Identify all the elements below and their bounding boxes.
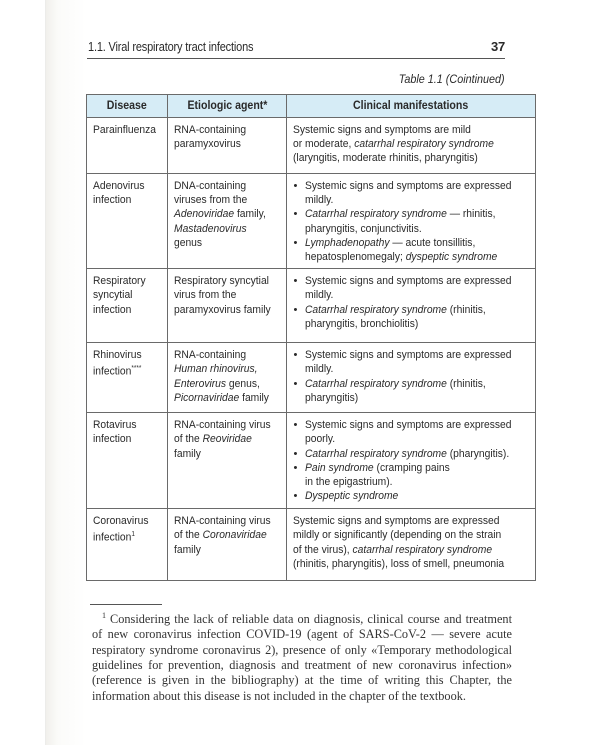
manifestation-list [293,348,529,405]
list-item: • Systemic signs and symptoms are expressed mildly. [305,274,529,302]
header-disease: Disease [87,95,168,118]
disease-cell: Rhinovirus infection**** [87,343,168,413]
table-header-row [87,95,536,118]
manifestations-cell [286,269,535,343]
table-caption: Table 1.1 (Cointinued) [399,72,505,86]
disease-cell: Rotavirus infection [87,413,168,509]
list-item: • Catarrhal respiratory syndrome (pharyngitis). [305,447,529,461]
agent-cell: DNA-containing viruses from the Adenoviridae family, Mastadenovirus genus [168,174,286,269]
footnote [92,608,512,704]
footnote-reference: 1 [131,531,135,539]
list-item: • Dyspeptic syndrome [305,489,529,503]
agent-cell: RNA-containing paramyxovirus [168,118,286,174]
list-item: • Systemic signs and symptoms are expressed mildly. [305,348,529,376]
manifestations-cell [286,174,535,269]
table-row [87,269,536,343]
list-item: • Catarrhal respiratory syndrome (rhinitis, pharyngitis, bronchiolitis) [305,303,529,331]
disease-cell: Adenovirus infection [87,174,168,269]
list-item: • Catarrhal respiratory syndrome (rhinitis, pharyngitis) [305,377,529,405]
table-row [87,118,536,174]
manifestations-cell: Systemic signs and symptoms are expressed mildly or significantly (depending on the strain of the virus), catarrhal respiratory syndrome (rhinitis, pharyngitis), loss of smell, pneumonia [286,509,535,581]
header-etiologic-agent: Etiologic agent* [168,95,286,118]
footnote-divider [90,604,162,605]
footnote-text: Considering the lack of reliable data on diagnosis, clinical course and treatment of new coronavirus infection COVID-19 (agent of SARS-CoV-2 — severe acute respiratory syndrome coronavirus 2), presence of only «Temporary methodological guidelines for prevention, diagnosis and treatment of new coronavirus infection» (reference is given in the bibliography) at the time of writing this Chapter, the information about this disease is not included in the chapter of the textbook. [92,612,512,703]
manifestation-list [293,418,529,503]
disease-cell: Respiratory syncytial infection [87,269,168,343]
footnote-marker: 1 [102,611,106,620]
table-row [87,509,536,581]
manifestation-list [293,179,529,264]
list-item: • Pain syndrome (cramping pains in the epigastrium). [305,461,529,489]
agent-cell: RNA-containing virus of the Coronaviridae family [168,509,286,581]
page-number: 37 [490,39,505,54]
manifestation-list [293,274,529,331]
manifestations-cell [286,413,535,509]
manifestations-cell: Systemic signs and symptoms are mild or moderate, catarrhal respiratory syndrome (laryngitis, moderate rhinitis, pharyngitis) [286,118,535,174]
table-row [87,174,536,269]
running-head [87,36,505,59]
header-clinical-manifestations: Clinical manifestations [286,95,535,118]
table-row [87,343,536,413]
manifestations-cell [286,343,535,413]
list-item: • Systemic signs and symptoms are expressed poorly. [305,418,529,446]
list-item: • Systemic signs and symptoms are expressed mildly. [305,179,529,207]
list-item: • Lymphadenopathy — acute tonsillitis, hepatosplenomegaly; dyspeptic syndrome [305,236,529,264]
table-row [87,413,536,509]
list-item: • Catarrhal respiratory syndrome — rhinitis, pharyngitis, conjunctivitis. [305,207,529,235]
disease-cell: Parainfluenza [87,118,168,174]
agent-cell: Respiratory syncytial virus from the paramyxovirus family [168,269,286,343]
chapter-section-title: 1.1. Viral respiratory tract infections [88,40,254,54]
disease-cell: Coronavirus infection$^1$ [87,509,168,581]
agent-cell: RNA-containing virus of the Reoviridae family [168,413,286,509]
agent-cell: RNA-containing Human rhinovirus, Enterovirus genus, Picornaviridae family [168,343,286,413]
viral-infections-table [86,94,536,581]
